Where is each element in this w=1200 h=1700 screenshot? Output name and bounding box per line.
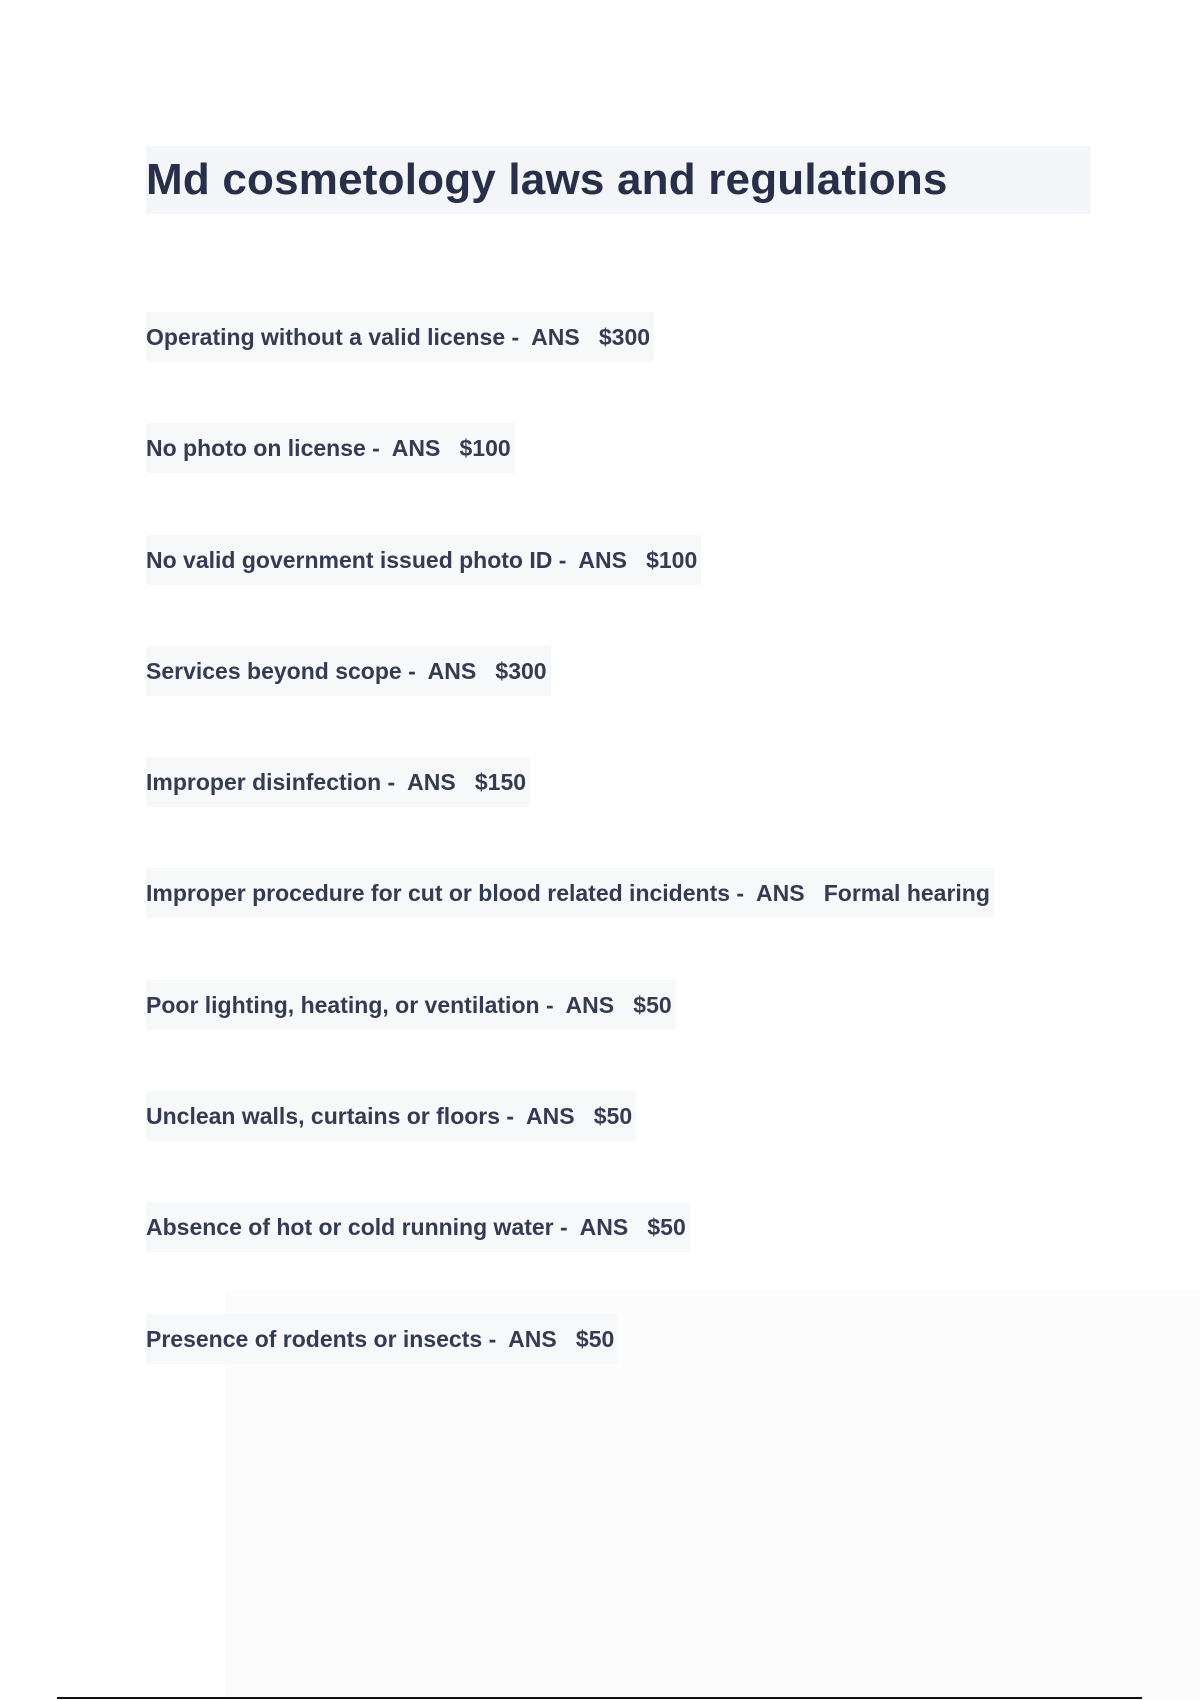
- answer-text: Formal hearing: [823, 880, 990, 907]
- answer-text: $50: [633, 991, 672, 1018]
- answer-text: $50: [647, 1214, 686, 1241]
- question-text: No photo on license: [146, 435, 366, 462]
- footer-rule: [57, 1697, 1142, 1699]
- question-text: Improper disinfection: [146, 769, 382, 796]
- answer-marker: ANS: [526, 1103, 575, 1130]
- answer-marker: ANS: [407, 769, 456, 796]
- title-band: [146, 146, 1090, 214]
- answer-marker: ANS: [579, 1214, 629, 1241]
- qa-item: Improper disinfection - ANS $150: [146, 757, 1146, 868]
- answer-marker: ANS: [391, 435, 441, 462]
- qa-item: No photo on license - ANS $100: [146, 423, 1146, 534]
- document-title: Md cosmetology laws and regulations: [146, 155, 948, 204]
- answer-marker: ANS: [578, 546, 627, 573]
- answer-marker: ANS: [508, 1325, 557, 1352]
- answer-marker: ANS: [427, 657, 477, 684]
- answer-marker: ANS: [531, 324, 580, 350]
- qa-item: Absence of hot or cold running water - ANS $50: [146, 1202, 1146, 1313]
- answer-text: $300: [598, 324, 651, 350]
- qa-item: Presence of rodents or insects - ANS $50: [146, 1314, 1146, 1425]
- question-text: No valid government issued photo ID: [146, 546, 553, 573]
- question-text: Improper procedure for cut or blood related incidents: [146, 880, 731, 907]
- question-text: Services beyond scope: [146, 657, 402, 684]
- qa-item: Poor lighting, heating, or ventilation - ANS $50: [146, 980, 1146, 1091]
- question-text: Presence of rodents or insects: [146, 1325, 483, 1352]
- answer-text: $300: [495, 657, 547, 684]
- qa-item: Improper procedure for cut or blood related incidents - ANS Formal hearing: [146, 868, 1146, 979]
- answer-marker: ANS: [756, 880, 805, 907]
- answer-marker: ANS: [565, 991, 615, 1018]
- answer-text: $100: [459, 435, 511, 462]
- qa-item: Unclean walls, curtains or floors - ANS $50: [146, 1091, 1146, 1202]
- qa-list: [146, 312, 1146, 1425]
- answer-text: $150: [474, 769, 527, 796]
- qa-item: No valid government issued photo ID - ANS $100: [146, 535, 1146, 646]
- question-text: Operating without a valid license: [146, 324, 506, 350]
- qa-item: Services beyond scope - ANS $300: [146, 646, 1146, 757]
- qa-item: Operating without a valid license - ANS $300: [146, 312, 1146, 423]
- answer-text: $50: [593, 1103, 633, 1130]
- question-text: Poor lighting, heating, or ventilation: [146, 991, 540, 1018]
- answer-text: $50: [575, 1325, 615, 1352]
- question-text: Absence of hot or cold running water: [146, 1214, 554, 1241]
- question-text: Unclean walls, curtains or floors: [146, 1103, 501, 1130]
- answer-text: $100: [646, 546, 698, 573]
